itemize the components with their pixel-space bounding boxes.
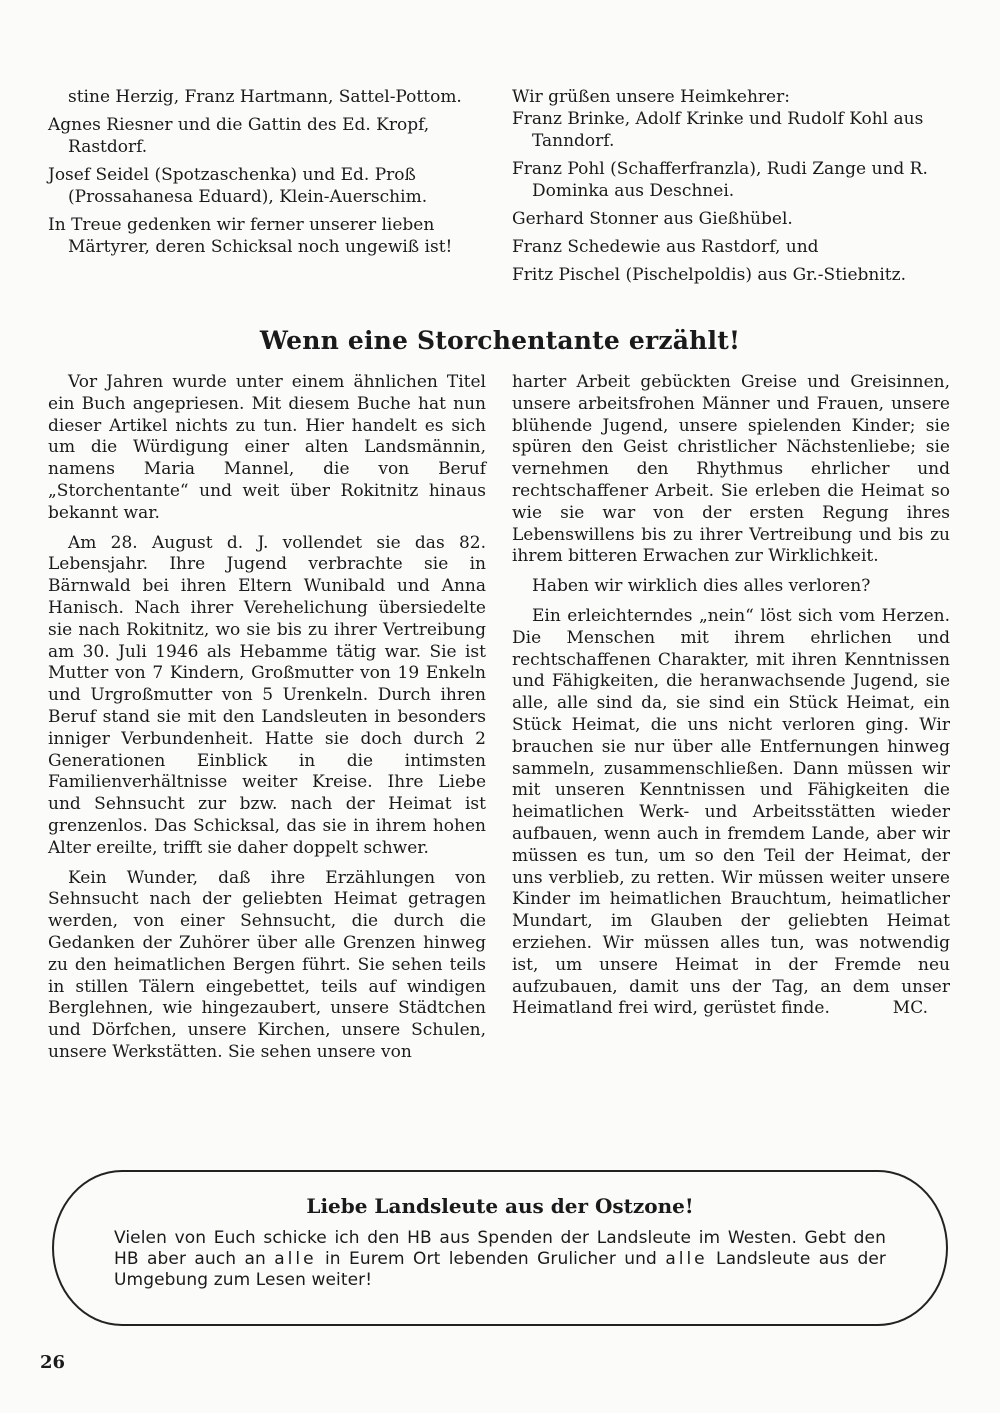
list-entry: Franz Schedewie aus Rastdorf, und <box>512 237 819 257</box>
paragraph <box>512 606 950 1020</box>
list-entry: Fritz Pischel (Pischelpoldis) aus Gr.-Stiebnitz. <box>512 265 906 285</box>
article-title: Wenn eine Storchentante erzählt! <box>259 326 741 355</box>
notice-title: Liebe Landsleute aus der Ostzone! <box>306 1194 694 1218</box>
paragraph: harter Arbeit gebückten Greise und Greisinnen, unsere arbeitsfrohen Männer und Frauen, unsere blühende Jugend, unsere spielenden Kinder; sie spüren den Geist christlicher Nächstenliebe; sie vernehmen den Rhythmus ehrlicher und rechtschaffener Arbeit. Sie erleben die Heimat so wie sie war von der ersten Regung ihres Lebenswillens bis zu ihrer Vertreibung und bis zu ihrem bitteren Erwachen zur Wirklichkeit. <box>512 372 950 567</box>
article-column-right <box>512 372 950 1028</box>
page-number: 26 <box>40 1352 66 1373</box>
notice-text-part: Vielen von Euch schicke ich den HB aus Spenden der Landsleute im Westen. Gebt den HB aber auch an <box>114 1228 886 1269</box>
notice-text-part: Landsleute aus der Umgebung zum Lesen weiter! <box>114 1249 887 1290</box>
notice-text <box>114 1228 886 1291</box>
returnees-list <box>512 86 950 292</box>
paragraph: Vor Jahren wurde unter einem ähnlichen Titel ein Buch angepriesen. Mit diesem Buche hat nun dieser Artikel nichts zu tun. Hier handelt es sich um die Würdigung einer alten Landsmännin, namens Maria Mannel, die von Beruf „Storchentante“ und weit über Rokitnitz hinaus bekannt war. <box>48 372 486 523</box>
notice-box <box>52 1170 948 1326</box>
article-column-left <box>48 372 486 1072</box>
notice-emphasis: alle <box>665 1249 708 1269</box>
notice-emphasis: alle <box>274 1249 317 1269</box>
returnees-heading: Wir grüßen unsere Heimkehrer: <box>512 87 790 107</box>
list-entry: stine Herzig, Franz Hartmann, Sattel-Pottom. <box>68 87 462 107</box>
paragraph: Kein Wunder, daß ihre Erzählungen von Sehnsucht nach der geliebten Heimat getragen werden, von einer Sehnsucht, die durch die Gedanken der Zuhörer über alle Grenzen hinweg zu den heimatlichen Bergen führt. Sie sehen teils in stillen Tälern eingebettet, teils auf windigen Berglehnen, wie hingezaubert, unsere Städtchen und Dörfchen, unsere Kirchen, unsere Schulen, unsere Werkstätten. Sie sehen unsere von <box>48 867 486 1062</box>
prisoner-list-continued <box>48 86 486 264</box>
paragraph: Am 28. August d. J. vollendet sie das 82. Lebensjahr. Ihre Jugend verbrachte sie in Bärnwald bei ihren Eltern Wunibald und Anna Hanisch. Nach ihrer Verehelichung übersiedelte sie nach Rokitnitz, wo sie bis zu ihrer Vertreibung am 30. Juli 1946 als Hebamme tätig war. Sie ist Mutter von 7 Kindern, Großmutter von 19 Enkeln und Urgroßmutter von 5 Urenkeln. Durch ihren Beruf stand sie mit den Landsleuten in besonders inniger Verbundenheit. Hatte sie doch durch 2 Generationen Einblick in die intimsten Familienverhältnisse weiter Kreise. Ihre Liebe und Sehnsucht zur bzw. nach der Heimat ist grenzenlos. Das Schicksal, das sie in ihrem hohen Alter ereilte, trifft sie daher doppelt schwer. <box>48 532 486 858</box>
author-signature: MC. <box>892 998 928 1019</box>
list-entry: In Treue gedenken wir ferner unserer lieben Märtyrer, deren Schicksal noch ungewiß ist! <box>48 215 453 257</box>
list-entry: Franz Brinke, Adolf Krinke und Rudolf Kohl aus Tanndorf. <box>512 109 924 151</box>
notice-text-part: in Eurem Ort lebenden Grulicher und <box>316 1249 666 1269</box>
list-entry: Agnes Riesner und die Gattin des Ed. Kropf, Rastdorf. <box>48 115 430 157</box>
list-entry: Franz Pohl (Schafferfranzla), Rudi Zange und R. Dominka aus Deschnei. <box>512 159 928 201</box>
list-entry: Josef Seidel (Spotzaschenka) und Ed. Proß (Prossahanesa Eduard), Klein-Auerschim. <box>48 165 428 207</box>
paragraph: Haben wir wirklich dies alles verloren? <box>532 576 871 597</box>
list-entry: Gerhard Stonner aus Gießhübel. <box>512 209 793 229</box>
paragraph-text: Ein erleichterndes „nein“ löst sich vom Herzen. Die Menschen mit ihrem ehrlichen und rechtschaffenen Charakter, mit ihren Kenntnissen und Fähigkeiten, die heranwachsende Jugend, sie alle, alle sind da, sie sind ein Stück Heimat, ein Stück Heimat, die uns nicht verloren ging. Wir brauchen sie nur über alle Entfernungen hinweg sammeln, zusammenschließen. Dann müssen wir mit unseren Kenntnissen und Fähigkeiten die heimatlichen Werk- und Arbeitsstätten wieder aufbauen, wenn auch in fremdem Lande, aber wir müssen es tun, um so den Teil der Heimat, der uns verblieb, zu retten. Wir müssen weiter unsere Kinder im heimatlichen Brauchtum, heimatlicher Mundart, im Glauben der geliebten Heimat erziehen. Wir müssen alles tun, was notwendig ist, um unsere Heimat in der Fremde neu aufzubauen, damit uns der Tag, an dem unser Heimatland frei wird, gerüstet finde. <box>512 605 950 1019</box>
